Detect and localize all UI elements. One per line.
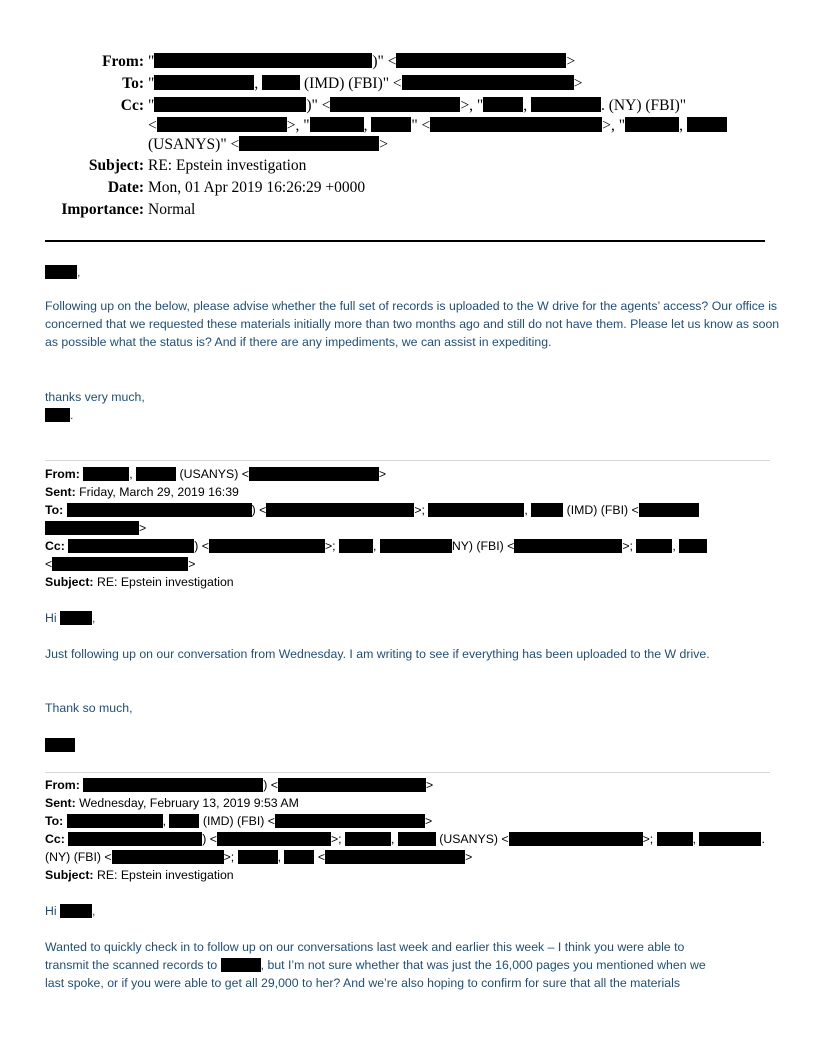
redaction bbox=[154, 53, 372, 68]
redaction bbox=[83, 467, 129, 481]
redaction bbox=[249, 467, 379, 481]
importance-label: Importance: bbox=[61, 201, 144, 218]
cc-value-line2: < >, " , " < >, " , bbox=[148, 116, 727, 136]
quote2-from: From: ) < > bbox=[45, 778, 434, 792]
subject-label: Subject: bbox=[88, 157, 144, 174]
redaction bbox=[325, 850, 465, 864]
redaction bbox=[380, 539, 452, 553]
quote2-to: To: , (IMD) (FBI) < > bbox=[45, 814, 433, 828]
header-cc-row-3 bbox=[0, 135, 816, 155]
redaction bbox=[239, 136, 379, 151]
redaction bbox=[402, 75, 574, 90]
quote2-greeting: Hi , bbox=[45, 904, 96, 918]
redaction bbox=[238, 850, 278, 864]
header-cc-row-2 bbox=[0, 116, 816, 136]
redaction bbox=[531, 503, 563, 517]
redaction bbox=[639, 503, 699, 517]
cc-value-line1: " )" < >, " , . (NY) (FBI)" bbox=[148, 97, 687, 114]
redaction bbox=[330, 97, 460, 112]
redaction bbox=[396, 53, 566, 68]
quote1-cc-cont: < > bbox=[45, 557, 196, 571]
message1-closing: thanks very much, bbox=[45, 390, 145, 404]
redaction bbox=[514, 539, 622, 553]
quote1-paragraph: Just following up on our conversation from Wednesday. I am writing to see if everything has been uploaded to the W drive. bbox=[45, 647, 710, 661]
quote2-paragraph-line2: transmit the scanned records to , but I’m not sure whether that was just the 16,000 pages you mentioned when we bbox=[45, 958, 706, 972]
redaction bbox=[398, 832, 436, 846]
redaction bbox=[45, 521, 139, 535]
redaction bbox=[262, 75, 300, 90]
redaction bbox=[157, 117, 287, 132]
header-cc-row bbox=[0, 96, 816, 116]
redaction bbox=[657, 832, 693, 846]
redaction bbox=[169, 814, 199, 828]
redaction bbox=[679, 539, 707, 553]
redaction bbox=[266, 503, 414, 517]
redaction bbox=[221, 958, 261, 972]
quote1-cc: Cc: ) < >; , NY) (FBI) < >; , bbox=[45, 537, 707, 555]
redaction bbox=[625, 117, 679, 132]
quote1-greeting: Hi , bbox=[45, 611, 96, 625]
header-date-row bbox=[0, 178, 816, 198]
redaction bbox=[310, 117, 364, 132]
quote2-cc-cont: (NY) (FBI) < >; , < > bbox=[45, 850, 473, 864]
redaction bbox=[430, 117, 602, 132]
redaction bbox=[68, 539, 194, 553]
redaction bbox=[45, 408, 70, 422]
date-value: Mon, 01 Apr 2019 16:26:29 +0000 bbox=[148, 179, 366, 196]
header-importance-row bbox=[0, 200, 816, 220]
redaction bbox=[531, 97, 601, 112]
redaction bbox=[67, 814, 163, 828]
cc-value-line3: (USANYS)" < > bbox=[148, 136, 389, 153]
redaction bbox=[278, 778, 426, 792]
quote2-cc: Cc: ) < >; , (USANYS) < >; , . bbox=[45, 832, 765, 846]
quote1-to: To: ) < >; , (IMD) (FBI) < bbox=[45, 501, 699, 519]
header-to-row bbox=[0, 74, 816, 94]
message1-greeting: , bbox=[45, 263, 80, 281]
redaction bbox=[52, 557, 188, 571]
from-value: " )" < > bbox=[148, 53, 576, 70]
redaction bbox=[45, 265, 77, 279]
redaction bbox=[60, 904, 92, 918]
importance-value: Normal bbox=[148, 201, 196, 218]
redaction bbox=[60, 611, 92, 625]
redaction bbox=[112, 850, 224, 864]
redaction bbox=[45, 738, 75, 752]
message1-paragraph: Following up on the below, please advise whether the full set of records is uploaded to the W drive for the agents’ access? Our office is concerned that we requested these materials initially more than two months ago and still do not have them. Please let us know as soon as possible what the status is? And if there are any impediments, we can assist in expediting. bbox=[45, 299, 780, 349]
redaction bbox=[83, 778, 263, 792]
cc-label: Cc: bbox=[120, 97, 144, 114]
quote1-to-cont: > bbox=[45, 519, 146, 537]
quote2-paragraph-line1: Wanted to quickly check in to follow up on our conversations last week and earlier this week – I think you were able to bbox=[45, 940, 685, 954]
redaction bbox=[371, 117, 411, 132]
from-label: From: bbox=[102, 53, 144, 70]
header-subject-row bbox=[0, 156, 816, 176]
redaction bbox=[68, 832, 202, 846]
redaction bbox=[428, 503, 524, 517]
redaction bbox=[67, 503, 252, 517]
redaction bbox=[284, 850, 314, 864]
quote1-signature bbox=[45, 736, 75, 754]
date-label: Date: bbox=[107, 179, 144, 196]
to-value: " , (IMD) (FBI)" < > bbox=[148, 75, 583, 92]
header-divider bbox=[45, 240, 765, 242]
quote2-subject: Subject: RE: Epstein investigation bbox=[45, 868, 234, 882]
message1-signature: . bbox=[45, 406, 73, 424]
redaction bbox=[154, 97, 306, 112]
quote2-paragraph-line3: last spoke, or if you were able to get all 29,000 to her? And we’re also hoping to confirm for sure that all the materials bbox=[45, 976, 681, 990]
redaction bbox=[687, 117, 727, 132]
quote1-closing: Thank so much, bbox=[45, 701, 133, 715]
quote1-sent: Sent: Friday, March 29, 2019 16:39 bbox=[45, 485, 239, 499]
quote1-from: From: , (USANYS) < > bbox=[45, 467, 387, 481]
redaction bbox=[275, 814, 425, 828]
redaction bbox=[636, 539, 672, 553]
quote1-subject: Subject: RE: Epstein investigation bbox=[45, 575, 234, 589]
quote-divider bbox=[45, 772, 770, 773]
quote2-sent: Sent: Wednesday, February 13, 2019 9:53 AM bbox=[45, 796, 299, 810]
redaction bbox=[699, 832, 761, 846]
redaction bbox=[154, 75, 254, 90]
redaction bbox=[345, 832, 391, 846]
quote-divider bbox=[45, 460, 770, 461]
redaction bbox=[483, 97, 523, 112]
redaction bbox=[209, 539, 325, 553]
redaction bbox=[136, 467, 176, 481]
redaction bbox=[217, 832, 331, 846]
redaction bbox=[509, 832, 643, 846]
header-from-row bbox=[0, 52, 816, 72]
redaction bbox=[339, 539, 373, 553]
to-label: To: bbox=[122, 75, 144, 92]
subject-value: RE: Epstein investigation bbox=[148, 157, 307, 174]
